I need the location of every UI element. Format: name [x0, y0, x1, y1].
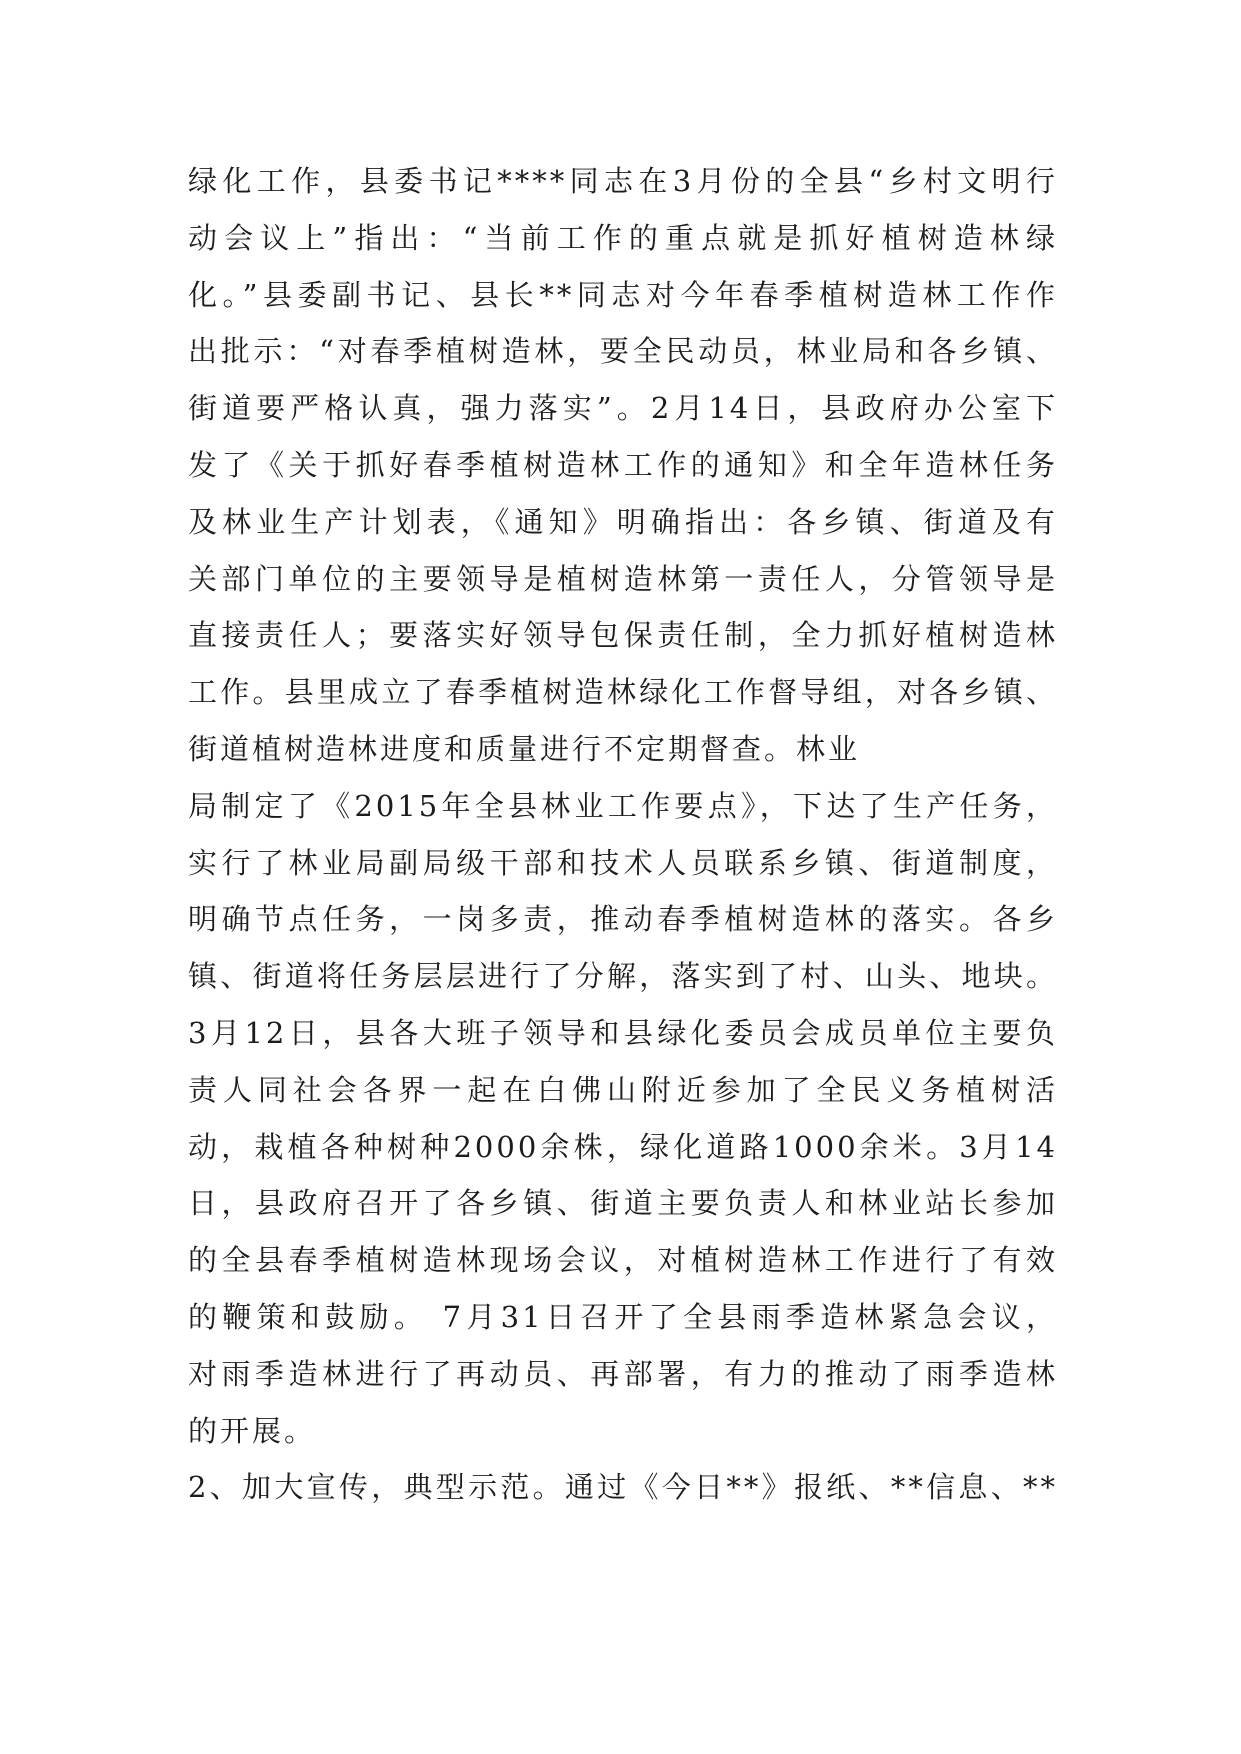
text-line: 及林业生产计划表，《通知》明确指出：各乡镇、街道及有 [188, 504, 1058, 539]
text-line: 街道要严格认真，强力落实”。2月14日，县政府办公室下 [188, 391, 1058, 426]
text-line: 的鞭策和鼓励。 7月31日召开了全县雨季造林紧急会议， [188, 1299, 1058, 1334]
text-line: 绿化工作，县委书记****同志在3月份的全县“乡村文明行 [188, 164, 1058, 198]
text-line: 发了《关于抓好春季植树造林工作的通知》和全年造林任务 [188, 447, 1058, 482]
text-line: 动，栽植各种树种2000余株，绿化道路1000余米。3月14 [188, 1129, 1058, 1164]
text-line: 的开展。 [188, 1413, 317, 1448]
text-line: 关部门单位的主要领导是植树造林第一责任人，分管领导是 [188, 561, 1058, 596]
body-text [188, 153, 1058, 1516]
text-line: 3月12日，县各大班子领导和县绿化委员会成员单位主要负 [188, 1015, 1058, 1050]
text-line: 工作。县里成立了春季植树造林绿化工作督导组，对各乡镇、 [188, 675, 1058, 710]
text-line: 化。”县委副书记、县长**同志对今年春季植树造林工作作 [188, 277, 1058, 312]
text-line: 街道植树造林进度和质量进行不定期督查。林业 [188, 731, 861, 766]
text-line: 责人同社会各界一起在白佛山附近参加了全民义务植树活 [188, 1072, 1058, 1107]
text-line: 局制定了《2015年全县林业工作要点》，下达了生产任务， [188, 788, 1058, 823]
text-line: 明确节点任务，一岗多责，推动春季植树造林的落实。各乡 [188, 902, 1058, 937]
text-line: 2、加大宣传，典型示范。通过《今日**》报纸、**信息、** [188, 1470, 1058, 1505]
text-line: 动会议上”指出：“当前工作的重点就是抓好植树造林绿 [188, 220, 1058, 255]
text-line: 实行了林业局副局级干部和技术人员联系乡镇、街道制度， [188, 845, 1058, 880]
text-line: 日，县政府召开了各乡镇、街道主要负责人和林业站长参加 [188, 1186, 1058, 1221]
text-line: 出批示：“对春季植树造林，要全民动员，林业局和各乡镇、 [188, 334, 1058, 369]
text-line: 对雨季造林进行了再动员、再部署，有力的推动了雨季造林 [188, 1356, 1058, 1391]
text-line: 的全县春季植树造林现场会议，对植树造林工作进行了有效 [188, 1243, 1058, 1278]
text-line: 镇、街道将任务层层进行了分解，落实到了村、山头、地块。 [188, 959, 1058, 994]
text-line: 直接责任人；要落实好领导包保责任制，全力抓好植树造林 [188, 618, 1058, 653]
